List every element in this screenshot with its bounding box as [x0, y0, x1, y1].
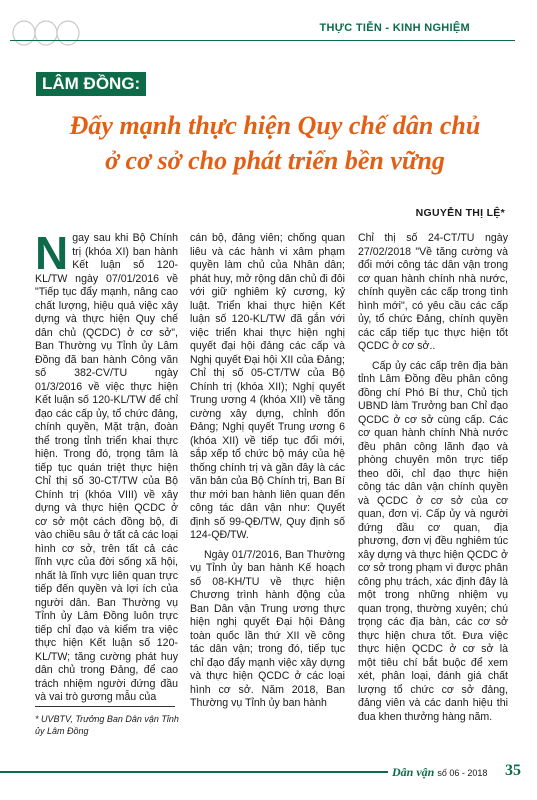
footnote: * UVBTV, Trưởng Ban Dân vận Tỉnh ủy Lâm Đồng — [35, 714, 179, 736]
paragraph: cán bộ, đảng viên; chống quan liêu và các hành vi xâm phạm quyền làm chủ của Nhân dân; phát huy, mở rộng dân chủ đi đôi với giữ nghiêm kỷ cương, kỷ luật. Triển khai thực hiện Kết luận số 120-KL/TW đã gắn với việc triển khai thực hiện nghị quyết đại hội đảng các cấp và Nghị quyết Đại hội XII của Đảng; Chỉ thị số 05-CT/TW của Bộ Chính trị (khóa XII); Nghị quyết Trung ương 4 (khóa XII) về tăng cường xây dựng, chỉnh đốn Đảng; Nghị quyết Trung ương 6 (khóa XII) về tiếp tục đổi mới, sắp xếp tổ chức bộ máy của hệ thống chính trị và gần đây là các văn bản của Bộ Chính trị, Ban Bí thư mới ban hành liên quan đến công tác dân vận như: Quyết định số 99-QĐ/TW, Quy định số 124-QĐ/TW. — [190, 232, 345, 541]
issue-number: số 06 - 2018 — [437, 768, 488, 778]
article-column-1 — [35, 227, 178, 711]
decorative-ovals-icon — [10, 18, 130, 48]
magazine-name — [392, 765, 487, 780]
paragraph: Cấp ủy các cấp trên địa bàn tỉnh Lâm Đồng đều phân công đồng chí Phó Bí thư, Chủ tịch UBND làm Trưởng ban Chỉ đạo QCDC ở cơ sở cùng cấp. Các cơ quan hành chính Nhà nước đều phân công lãnh đạo và phòng chuyên môn trực tiếp theo dõi, chỉ đạo thực hiện công tác dân vận chính quyền và QCDC ở cơ sở của cơ quan, đơn vị. Cấp ủy và người đứng đầu cơ quan, địa phương, đơn vị đều nghiêm túc xây dựng và thực hiện QCDC ở cơ sở trong phạm vi được phân công phụ trách, xác định đây là một trong những nhiệm vụ quan trọng, thường xuyên; chú trọng các địa bàn, các cơ sở thực hiện chưa tốt. Đưa việc thực hiện QCDC ở cơ sở là một tiêu chí bắt buộc để xem xét, phân loại, đánh giá chất lượng tổ chức cơ sở đảng, đảng viên và các danh hiệu thi đua khen thưởng hàng năm. — [358, 359, 508, 723]
paragraph-text: gay sau khi Bộ Chính trị (khóa XI) ban hành Kết luận số 120-KL/TW ngày 07/01/2016 về "Tiếp tục đẩy mạnh, nâng cao chất lượng, hiệu quả việc xây dựng và thực hiện Quy chế dân chủ (QCDC) ở cơ sở", Ban Thường vụ Tỉnh ủy Lâm Đồng đã ban hành Công văn số 382-CV/TU ngày 01/3/2016 về việc thực hiện Kết luận số 120-KL/TW để chỉ đạo các cấp ủy, tổ chức đảng, chính quyền, Mặt trận, đoàn thể trong tỉnh triển khai thực hiện. Trong đó, trọng tâm là tiếp tục quán triệt thực hiện Chỉ thị số 30-CT/TW của Bộ Chính trị (khóa VIII) về xây dựng và thực hiện QCDC ở cơ sở một cách đồng bộ, đi vào chiều sâu ở tất cả các loại hình cơ sở, trên tất cả các lĩnh vực của đời sống xã hội, nhất là lĩnh vực liên quan trực tiếp đến quyền và lợi ích của người dân. Ban Thường vụ Tỉnh ủy Lâm Đồng luôn trực tiếp chỉ đạo và kiểm tra việc thực hiện Kết luận số 120-KL/TW; tăng cường phát huy dân chủ trong Đảng, để cao trách nhiệm người đứng đầu và vai trò gương mẫu của — [35, 232, 178, 703]
article-column-3 — [358, 232, 508, 730]
page-number: 35 — [505, 762, 521, 779]
paragraph: Chỉ thị số 24-CT/TU ngày 27/02/2018 "Về tăng cường và đổi mới công tác dân vận trong cơ quan hành chính nhà nước, chính quyền các cấp trong tình hình mới", có yêu cầu các cấp ủy, tổ chức Đảng, chính quyền các cấp tiếp tục thực hiện tốt QCDC ở cơ sở.. — [358, 232, 508, 352]
province-tag: LÂM ĐỒNG: — [36, 72, 146, 96]
author-name: NGUYỄN THỊ LỆ* — [415, 207, 505, 219]
section-header — [10, 18, 470, 54]
article-title — [30, 108, 520, 178]
magazine-title: Dân vận — [392, 765, 435, 779]
section-title: THỰC TIỄN - KINH NGHIỆM — [319, 22, 470, 34]
section-divider — [10, 40, 515, 41]
paragraph — [35, 227, 178, 705]
drop-cap: N — [35, 227, 69, 279]
article-column-2 — [190, 232, 345, 717]
footer-divider — [0, 771, 388, 773]
footnote-divider — [35, 706, 175, 707]
paragraph: Ngày 01/7/2016, Ban Thường vụ Tỉnh ủy ban hành Kế hoạch số 08-KH/TU về thực hiện Chương trình hành động của Ban Dân vận Trung ương thực hiện nghị quyết Đại hội Đảng toàn quốc lần thứ XII về công tác dân vận; trong đó, tiếp tục chỉ đạo đẩy mạnh việc xây dựng và thực hiện QCDC ở các loại hình cơ sở. Năm 2018, Ban Thường vụ Tỉnh ủy ban hành — [190, 548, 345, 709]
title-line-1: Đẩy mạnh thực hiện Quy chế dân chủ — [69, 111, 481, 140]
title-line-2: ở cơ sở cho phát triển bền vững — [105, 146, 445, 175]
